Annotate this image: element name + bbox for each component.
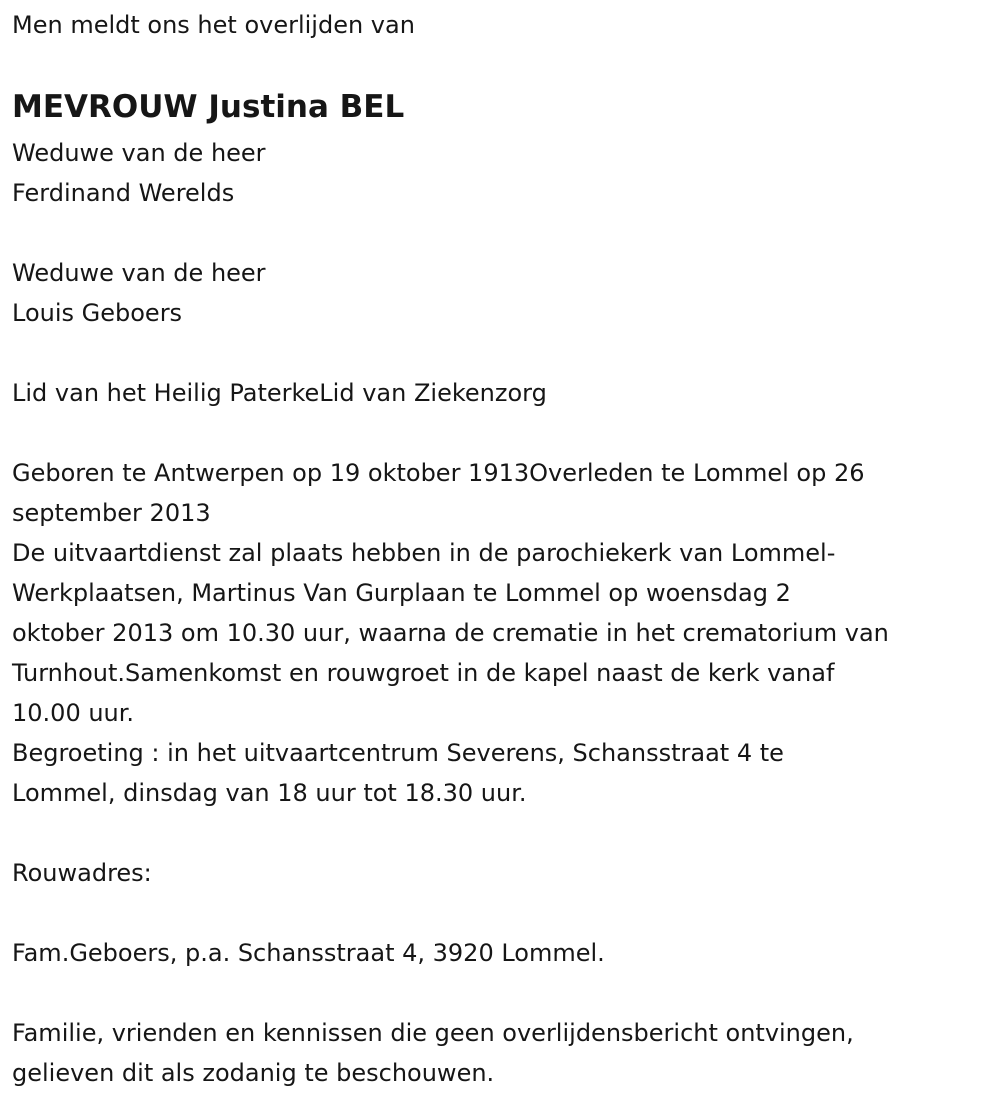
details-line: september 2013 xyxy=(12,499,211,527)
spouse2-name: Louis Geboers xyxy=(12,299,183,327)
closing-line: gelieven dit als zodanig te beschouwen. xyxy=(12,1059,495,1087)
closing-line: Familie, vrienden en kennissen die geen overlijdensbericht ontvingen, xyxy=(12,1019,854,1047)
spouse1-label: Weduwe van de heer xyxy=(12,139,266,167)
details-line: Geboren te Antwerpen op 19 oktober 1913Overleden te Lommel op 26 xyxy=(12,459,865,487)
details-line: Begroeting : in het uitvaartcentrum Severens, Schansstraat 4 te xyxy=(12,739,784,767)
details-line: Werkplaatsen, Martinus Van Gurplaan te Lommel op woensdag 2 xyxy=(12,579,791,607)
intro-text: Men meldt ons het overlijden van xyxy=(12,11,415,39)
details-line: Lommel, dinsdag van 18 uur tot 18.30 uur. xyxy=(12,779,527,807)
spouse2-label: Weduwe van de heer xyxy=(12,259,266,287)
address: Fam.Geboers, p.a. Schansstraat 4, 3920 Lommel. xyxy=(12,939,605,967)
details-line: 10.00 uur. xyxy=(12,699,135,727)
details-line: Turnhout.Samenkomst en rouwgroet in de kapel naast de kerk vanaf xyxy=(12,659,835,687)
spouse1-name: Ferdinand Werelds xyxy=(12,179,235,207)
address-label: Rouwadres: xyxy=(12,859,152,887)
memberships: Lid van het Heilig PaterkeLid van Ziekenzorg xyxy=(12,379,547,407)
deceased-name: MEVROUW Justina BEL xyxy=(12,89,405,125)
details-line: De uitvaartdienst zal plaats hebben in de parochiekerk van Lommel- xyxy=(12,539,836,567)
details-line: oktober 2013 om 10.30 uur, waarna de crematie in het crematorium van xyxy=(12,619,889,647)
